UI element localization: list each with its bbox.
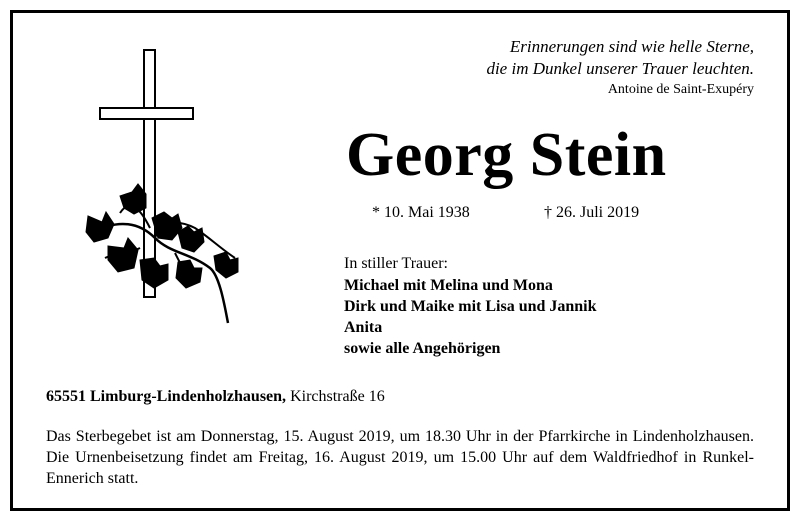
cross-with-ivy-icon bbox=[60, 48, 260, 328]
address bbox=[46, 388, 385, 406]
quote-line-2: die im Dunkel unserer Trauer leuchten. bbox=[486, 59, 754, 78]
ivy-icon bbox=[86, 184, 238, 323]
mourner-line: Dirk und Maike mit Lisa und Jannik bbox=[344, 298, 597, 315]
announcement-text: Das Sterbegebet ist am Donnerstag, 15. August 2019, um 18.30 Uhr in der Pfarrkirche in Lindenholzhausen. Die Urnenbeisetzung findet am Freitag, 16. August 2019, um 15.00 Uhr auf dem Waldfriedhof in Runkel-Ennerich statt. bbox=[46, 428, 754, 487]
death-date: † 26. Juli 2019 bbox=[544, 204, 640, 221]
mourner-line: Anita bbox=[344, 319, 383, 336]
address-city: 65551 Limburg-Lindenholzhausen, bbox=[46, 388, 287, 405]
deceased-name: Georg Stein bbox=[346, 121, 667, 189]
address-street: Kirchstraße 16 bbox=[290, 388, 385, 405]
quote-author: Antoine de Saint-Exupéry bbox=[607, 82, 754, 97]
mourning-label: In stiller Trauer: bbox=[344, 255, 448, 272]
quote-line-1: Erinnerungen sind wie helle Sterne, bbox=[509, 37, 754, 56]
mourner-line: sowie alle Angehörigen bbox=[344, 340, 501, 357]
mourner-line: Michael mit Melina und Mona bbox=[344, 277, 553, 294]
mourners-list bbox=[344, 275, 597, 359]
quote bbox=[486, 36, 754, 80]
birth-date: * 10. Mai 1938 bbox=[372, 204, 470, 221]
